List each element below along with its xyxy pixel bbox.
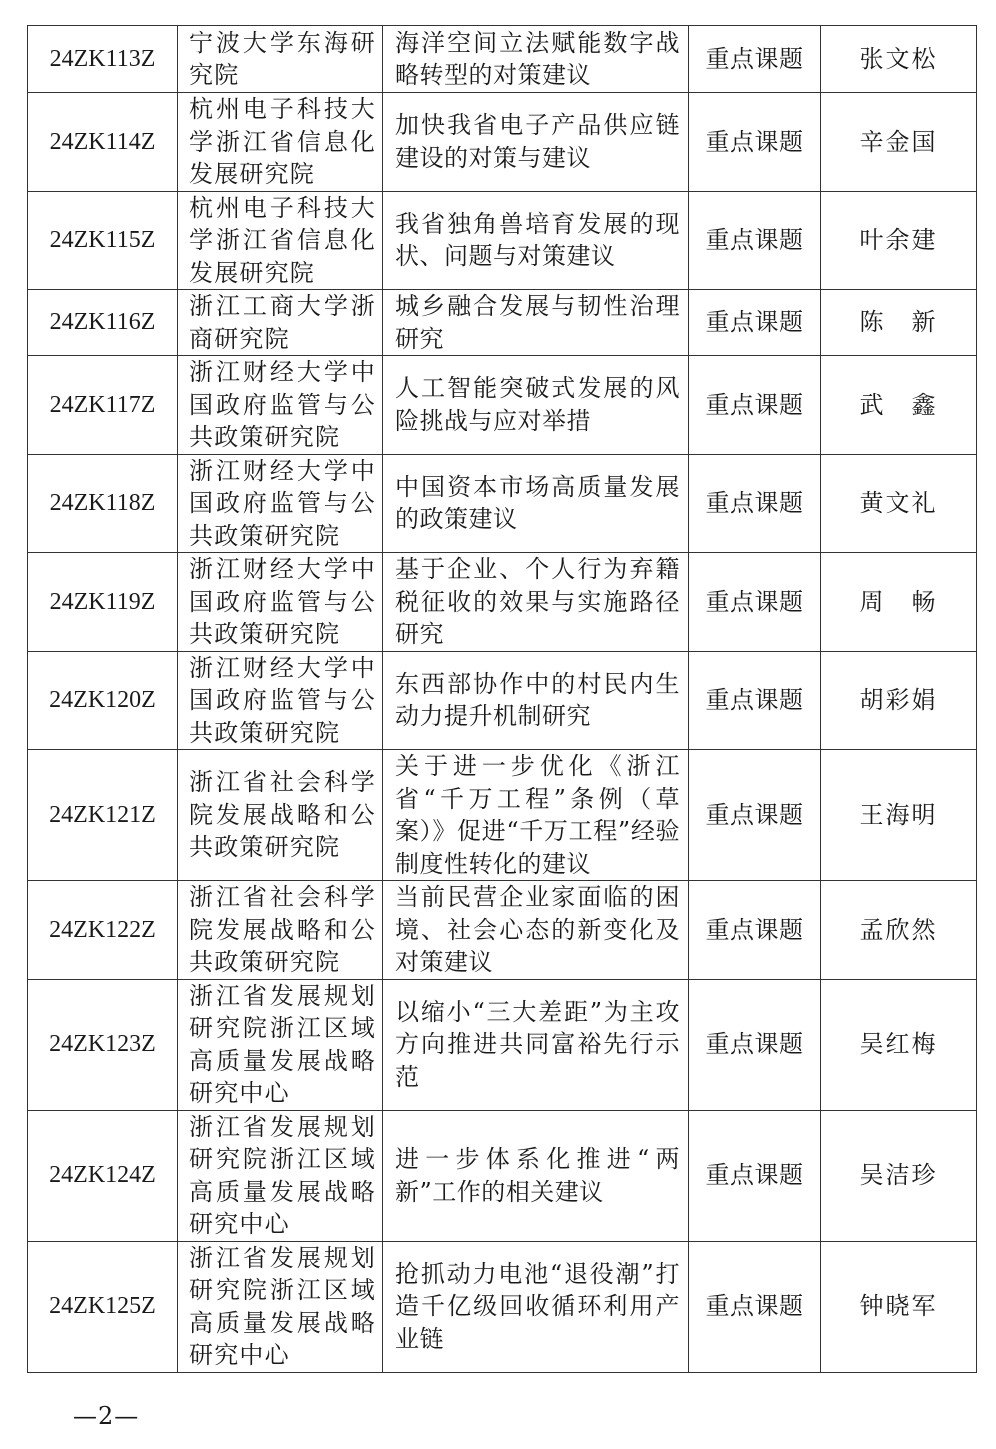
person-in-charge-cell: 黄文礼 (821, 454, 977, 553)
table-row (28, 750, 977, 881)
person-in-charge-cell: 吴洁珍 (821, 1110, 977, 1241)
project-id-cell: 24ZK118Z (28, 454, 178, 553)
institution-cell: 杭州电子科技大学浙江省信息化发展研究院 (178, 93, 383, 192)
institution-cell: 浙江省社会科学院发展战略和公共政策研究院 (178, 881, 383, 980)
project-title-cell: 关于进一步优化《浙江省“千万工程”条例（草案）》促进“千万工程”经验制度性转化的建议 (383, 750, 689, 881)
project-id-cell: 24ZK113Z (28, 26, 178, 93)
project-type-cell: 重点课题 (689, 651, 821, 750)
table-row (28, 1241, 977, 1372)
institution-cell: 浙江财经大学中国政府监管与公共政策研究院 (178, 356, 383, 455)
project-title-cell: 海洋空间立法赋能数字战略转型的对策建议 (383, 26, 689, 93)
institution-cell: 浙江省发展规划研究院浙江区域高质量发展战略研究中心 (178, 1110, 383, 1241)
project-type-cell: 重点课题 (689, 191, 821, 290)
project-id-cell: 24ZK117Z (28, 356, 178, 455)
table-row (28, 290, 977, 356)
project-type-cell: 重点课题 (689, 26, 821, 93)
project-title-cell: 中国资本市场高质量发展的政策建议 (383, 454, 689, 553)
project-title-cell: 加快我省电子产品供应链建设的对策与建议 (383, 93, 689, 192)
institution-cell: 杭州电子科技大学浙江省信息化发展研究院 (178, 191, 383, 290)
project-type-cell: 重点课题 (689, 1241, 821, 1372)
project-type-cell: 重点课题 (689, 356, 821, 455)
project-id-cell: 24ZK114Z (28, 93, 178, 192)
table-row (28, 979, 977, 1110)
project-title-cell: 东西部协作中的村民内生动力提升机制研究 (383, 651, 689, 750)
project-id-cell: 24ZK116Z (28, 290, 178, 356)
table-row (28, 454, 977, 553)
table-row (28, 356, 977, 455)
project-type-cell: 重点课题 (689, 553, 821, 652)
table-row (28, 191, 977, 290)
institution-cell: 浙江财经大学中国政府监管与公共政策研究院 (178, 553, 383, 652)
institution-cell: 浙江省发展规划研究院浙江区域高质量发展战略研究中心 (178, 979, 383, 1110)
person-in-charge-cell: 叶余建 (821, 191, 977, 290)
project-id-cell: 24ZK124Z (28, 1110, 178, 1241)
project-type-cell: 重点课题 (689, 290, 821, 356)
project-title-cell: 人工智能突破式发展的风险挑战与应对举措 (383, 356, 689, 455)
table-row (28, 553, 977, 652)
project-title-cell: 抢抓动力电池“退役潮”打造千亿级回收循环利用产业链 (383, 1241, 689, 1372)
project-title-cell: 以缩小“三大差距”为主攻方向推进共同富裕先行示范 (383, 979, 689, 1110)
project-table (27, 25, 977, 1373)
project-type-cell: 重点课题 (689, 93, 821, 192)
project-id-cell: 24ZK123Z (28, 979, 178, 1110)
person-in-charge-cell: 孟欣然 (821, 881, 977, 980)
project-type-cell: 重点课题 (689, 979, 821, 1110)
project-table-body (28, 26, 977, 1373)
institution-cell: 浙江工商大学浙商研究院 (178, 290, 383, 356)
person-in-charge-cell: 武 鑫 (821, 356, 977, 455)
project-title-cell: 城乡融合发展与韧性治理研究 (383, 290, 689, 356)
project-type-cell: 重点课题 (689, 750, 821, 881)
project-id-cell: 24ZK115Z (28, 191, 178, 290)
project-title-cell: 基于企业、个人行为弃籍税征收的效果与实施路径研究 (383, 553, 689, 652)
table-row (28, 1110, 977, 1241)
project-title-cell: 进一步体系化推进“两新”工作的相关建议 (383, 1110, 689, 1241)
project-type-cell: 重点课题 (689, 454, 821, 553)
project-id-cell: 24ZK119Z (28, 553, 178, 652)
institution-cell: 浙江省社会科学院发展战略和公共政策研究院 (178, 750, 383, 881)
project-id-cell: 24ZK125Z (28, 1241, 178, 1372)
person-in-charge-cell: 胡彩娟 (821, 651, 977, 750)
person-in-charge-cell: 钟晓军 (821, 1241, 977, 1372)
table-row (28, 881, 977, 980)
person-in-charge-cell: 张文松 (821, 26, 977, 93)
project-type-cell: 重点课题 (689, 1110, 821, 1241)
institution-cell: 宁波大学东海研究院 (178, 26, 383, 93)
project-id-cell: 24ZK120Z (28, 651, 178, 750)
table-row (28, 651, 977, 750)
person-in-charge-cell: 周 畅 (821, 553, 977, 652)
person-in-charge-cell: 辛金国 (821, 93, 977, 192)
person-in-charge-cell: 吴红梅 (821, 979, 977, 1110)
institution-cell: 浙江财经大学中国政府监管与公共政策研究院 (178, 454, 383, 553)
project-id-cell: 24ZK121Z (28, 750, 178, 881)
table-row (28, 26, 977, 93)
project-id-cell: 24ZK122Z (28, 881, 178, 980)
institution-cell: 浙江省发展规划研究院浙江区域高质量发展战略研究中心 (178, 1241, 383, 1372)
project-title-cell: 当前民营企业家面临的困境、社会心态的新变化及对策建议 (383, 881, 689, 980)
page-number: —2— (73, 1402, 140, 1430)
project-type-cell: 重点课题 (689, 881, 821, 980)
table-row (28, 93, 977, 192)
person-in-charge-cell: 王海明 (821, 750, 977, 881)
project-title-cell: 我省独角兽培育发展的现状、问题与对策建议 (383, 191, 689, 290)
person-in-charge-cell: 陈 新 (821, 290, 977, 356)
institution-cell: 浙江财经大学中国政府监管与公共政策研究院 (178, 651, 383, 750)
